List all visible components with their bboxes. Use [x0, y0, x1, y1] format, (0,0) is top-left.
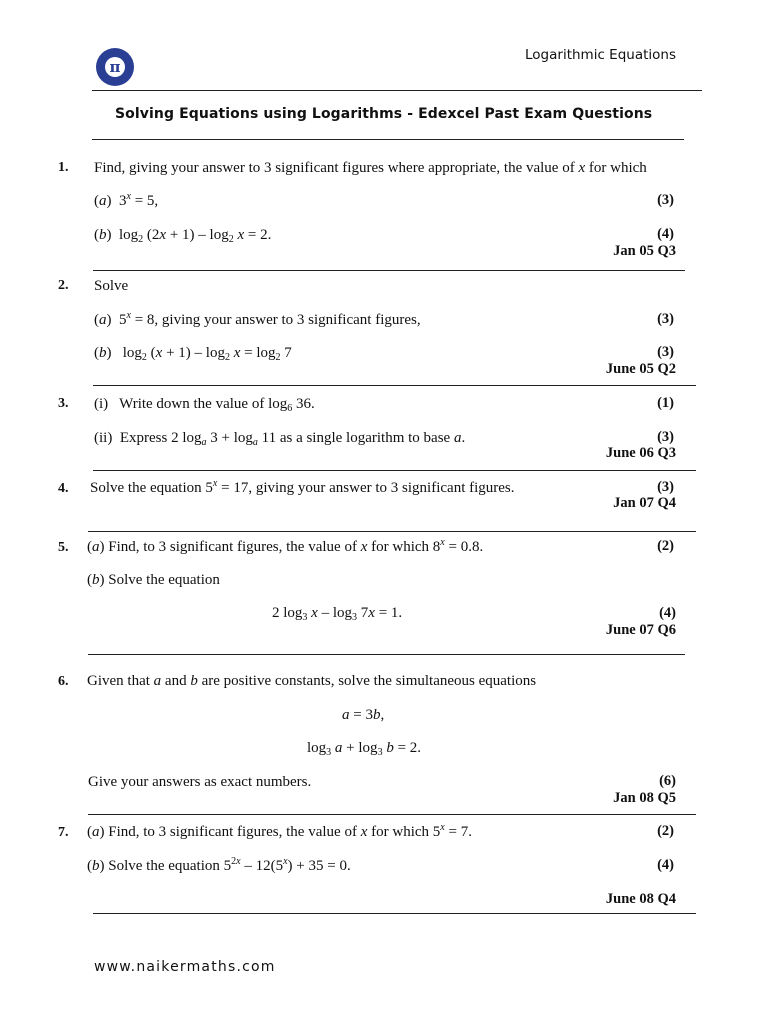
- marks: (2): [657, 823, 674, 839]
- marks: (3): [657, 344, 674, 360]
- part-text: (ii) Express 2 $\log_a 3 + \log_a 11$ as a single logarithm to base a.: [94, 430, 466, 448]
- part-text: (b) $\log_2 (x + 1) - \log_2 x = \log_2 7$: [94, 345, 292, 363]
- question-divider: [88, 654, 685, 655]
- question-divider: [88, 814, 696, 815]
- footer-website: www.naikermaths.com: [94, 959, 276, 975]
- marks: (2): [657, 538, 674, 554]
- marks: (3): [657, 192, 674, 208]
- part-text: (b) Solve the equation $5^{2x} - 12(5^x) + 35 = 0$.: [87, 856, 351, 874]
- question-divider: [93, 470, 696, 471]
- header-rule: [92, 90, 702, 91]
- part-text: (b) Solve the equation: [87, 572, 220, 588]
- part-text: (a) Find, to 3 significant figures, the value of x for which $8^x = 0.8$.: [87, 537, 484, 555]
- equation: a = 3b,: [342, 707, 385, 723]
- exam-reference: Jan 05 Q3: [613, 243, 676, 259]
- question-number: 6.: [58, 674, 69, 689]
- marks: (3): [657, 311, 674, 327]
- part-text: (i) Write down the value of $\log_6 36$.: [94, 396, 315, 414]
- part-text: (a) $3^x = 5$,: [94, 191, 159, 209]
- question-divider: [93, 270, 685, 271]
- part-text: (a) $5^x = 8$, giving your answer to 3 significant figures,: [94, 310, 421, 328]
- marks: (3): [657, 429, 674, 445]
- exam-reference: June 08 Q4: [605, 891, 676, 907]
- exam-reference: June 05 Q2: [605, 361, 676, 377]
- marks: (4): [657, 226, 674, 242]
- marks: (4): [659, 605, 676, 621]
- part-text: (b) $\log_2 (2x + 1) - \log_2 x = 2$.: [94, 227, 272, 245]
- question-text: Find, giving your answer to 3 significant figures where appropriate, the value of x for which: [94, 160, 647, 176]
- equation: $\log_3 a + \log_3 b = 2$.: [307, 740, 422, 758]
- exam-reference: June 06 Q3: [605, 445, 676, 461]
- title-rule: [92, 139, 684, 140]
- marks: (4): [657, 857, 674, 873]
- exam-reference: Jan 08 Q5: [613, 790, 676, 806]
- question-text: Solve the equation $5^x = 17$, giving your answer to 3 significant figures.: [90, 478, 515, 496]
- logo-badge: [96, 48, 134, 86]
- part-text: (a) Find, to 3 significant figures, the value of x for which $5^x = 7$.: [87, 822, 472, 840]
- marks: (3): [657, 479, 674, 495]
- question-divider: [88, 531, 696, 532]
- equation: 2 $\log_3 x - \log_3 7x = 1$.: [272, 605, 403, 623]
- question-number: 4.: [58, 481, 69, 496]
- question-divider: [93, 913, 696, 914]
- exam-reference: Jan 07 Q4: [613, 495, 676, 511]
- logo: [96, 48, 134, 86]
- question-divider: [93, 385, 696, 386]
- question-closing: Give your answers as exact numbers.: [88, 774, 312, 790]
- question-text: Given that a and b are positive constants, solve the simultaneous equations: [87, 673, 537, 689]
- document-title: Solving Equations using Logarithms - Edexcel Past Exam Questions: [115, 106, 653, 122]
- question-number: 2.: [58, 278, 69, 293]
- question-number: 1.: [58, 160, 69, 175]
- exam-reference: June 07 Q6: [605, 622, 676, 638]
- question-number: 5.: [58, 540, 69, 555]
- marks: (1): [657, 395, 674, 411]
- header-topic: Logarithmic Equations: [525, 47, 676, 63]
- marks: (6): [659, 773, 676, 789]
- question-number: 7.: [58, 825, 69, 840]
- pi-icon: π: [105, 57, 125, 77]
- question-number: 3.: [58, 396, 69, 411]
- question-text: Solve: [94, 278, 129, 294]
